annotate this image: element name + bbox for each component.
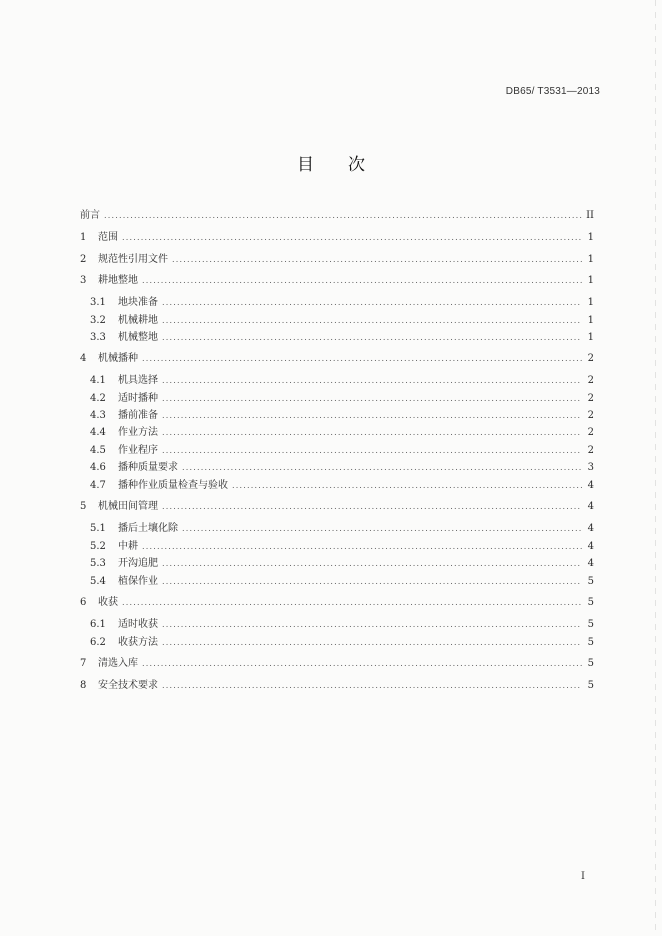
toc-entry-page: 1 [587,332,594,343]
toc-entry-label: 耕地整地 [98,275,138,286]
toc-entry[interactable] [80,271,594,287]
toc-leader-dots [162,445,582,457]
toc-entry[interactable] [80,250,594,266]
toc-entry-number: 5 [80,501,87,512]
toc-entry-label: 开沟追肥 [118,558,158,569]
toc-entry-label: 机械田间管理 [98,501,158,512]
toc-entry-page: 4 [587,558,594,569]
toc-leader-dots [162,393,582,405]
toc-leader-dots [182,523,582,535]
toc-entry[interactable] [80,349,594,365]
toc-entry-number: 4.6 [90,462,106,473]
toc-entry-number: 3.3 [90,332,106,343]
toc-entry-label: 清选入库 [98,658,138,669]
toc-leader-dots [162,576,582,588]
toc-entry-label: 安全技术要求 [98,680,158,691]
toc-leader-dots [162,315,582,327]
toc-leader-dots [172,254,582,266]
toc-entry-number: 5.1 [90,523,106,534]
toc-entry[interactable] [90,406,594,422]
toc-entry-number: 4.7 [90,480,106,491]
toc-entry-page: 5 [587,576,594,587]
toc-entry-page: 2 [587,375,594,386]
toc-entry-number: 3 [80,275,87,286]
toc-entry-page: 4 [587,501,594,512]
toc-entry-label: 播前准备 [118,410,158,421]
toc-entry-number: 3.2 [90,315,106,326]
toc-entry-number: 4 [80,353,87,364]
toc-entry[interactable] [90,554,594,570]
toc-entry-number: 6.2 [90,637,106,648]
standard-code: DB65/ T3531—2013 [505,86,600,97]
toc-entry-page: 1 [587,275,594,286]
toc-leader-dots [182,462,582,474]
toc-entry-page: 3 [587,462,594,473]
toc-entry[interactable] [90,328,594,344]
toc-leader-dots [162,501,582,513]
toc-entry[interactable] [90,311,594,327]
toc-entry-number: 4.5 [90,445,106,456]
binding-edge-marks [655,0,656,936]
toc-entry-number: 3.1 [90,297,106,308]
toc-entry-page: 5 [587,658,594,669]
toc-entry-number: 8 [80,680,87,691]
toc-entry[interactable] [80,676,594,692]
toc-entry-label: 植保作业 [118,576,158,587]
toc-leader-dots [104,210,582,222]
toc-entry-label: 收获方法 [118,637,158,648]
toc-entry-page: 2 [587,353,594,364]
toc-leader-dots [162,410,582,422]
toc-entry-label: 适时收获 [118,619,158,630]
toc-entry-page: 1 [587,254,594,265]
toc-entry-number: 5.4 [90,576,106,587]
toc-entry-number: 4.2 [90,393,106,404]
toc-leader-dots [162,558,582,570]
toc-title: 目 次 [297,155,365,175]
toc-entry-number: 6.1 [90,619,106,630]
toc-entry[interactable] [90,458,594,474]
toc-leader-dots [142,658,582,670]
toc-entry-label: 收获 [98,597,118,608]
toc-entry-page: 1 [587,315,594,326]
toc-entry[interactable] [90,519,594,535]
toc-entry[interactable] [90,572,594,588]
toc-leader-dots [142,275,582,287]
toc-entry[interactable] [80,497,594,513]
toc-entry[interactable] [90,293,594,309]
toc-entry-label: 机械播种 [98,353,138,364]
toc-entry-label: 前言 [80,210,100,221]
toc-entry-page: 2 [587,445,594,456]
toc-leader-dots [162,619,582,631]
toc-entry[interactable] [90,633,594,649]
toc-entry[interactable] [80,654,594,670]
toc-entry-label: 播后土壤化除 [118,523,178,534]
toc-entry[interactable] [90,389,594,405]
toc-entry[interactable] [90,537,594,553]
toc-entry-label: 机具选择 [118,375,158,386]
toc-entry-label: 规范性引用文件 [98,254,168,265]
toc-entry-number: 5.3 [90,558,106,569]
toc-leader-dots [142,541,582,553]
toc-entry[interactable] [90,441,594,457]
toc-entry[interactable] [90,371,594,387]
toc-leader-dots [162,427,582,439]
toc-entry-page: 2 [587,410,594,421]
toc-leader-dots [142,353,582,365]
toc-entry-page: 4 [587,523,594,534]
toc-entry-label: 播种作业质量检查与验收 [118,480,228,491]
toc-entry-number: 4.1 [90,375,106,386]
toc-entry[interactable] [80,228,594,244]
toc-entry[interactable] [80,206,594,222]
toc-leader-dots [232,480,582,492]
toc-entry-page: 4 [587,541,594,552]
toc-entry-page: 5 [587,597,594,608]
toc-entry[interactable] [80,593,594,609]
toc-entry-page: 2 [587,393,594,404]
toc-entry-page: 5 [587,680,594,691]
toc-entry-page: 2 [587,427,594,438]
toc-entry-number: 4.4 [90,427,106,438]
toc-entry-number: 6 [80,597,87,608]
toc-entry-label: 地块准备 [118,297,158,308]
toc-leader-dots [162,297,582,309]
toc-entry-label: 中耕 [118,541,138,552]
toc-entry-label: 范围 [98,232,118,243]
toc-entry[interactable] [90,423,594,439]
toc-entry[interactable] [90,615,594,631]
page-number: I [581,871,585,882]
toc-entry-label: 作业方法 [118,427,158,438]
toc-entry-number: 4.3 [90,410,106,421]
toc-entry[interactable] [90,476,594,492]
toc-entry-page: 4 [587,480,594,491]
toc-entry-number: 7 [80,658,87,669]
toc-leader-dots [162,375,582,387]
toc-leader-dots [122,597,582,609]
toc-entry-label: 播种质量要求 [118,462,178,473]
toc-entry-page: 1 [587,232,594,243]
toc-entry-label: 机械整地 [118,332,158,343]
toc-leader-dots [162,680,582,692]
toc-leader-dots [162,332,582,344]
toc-entry-page: II [586,210,594,221]
toc-entry-label: 机械耕地 [118,315,158,326]
toc-leader-dots [162,637,582,649]
toc-entry-page: 5 [587,619,594,630]
toc-entry-number: 1 [80,232,87,243]
toc-entry-number: 5.2 [90,541,106,552]
toc-entry-page: 1 [587,297,594,308]
toc-entry-page: 5 [587,637,594,648]
toc-leader-dots [122,232,582,244]
toc-entry-number: 2 [80,254,87,265]
toc-entry-label: 适时播种 [118,393,158,404]
toc-entry-label: 作业程序 [118,445,158,456]
